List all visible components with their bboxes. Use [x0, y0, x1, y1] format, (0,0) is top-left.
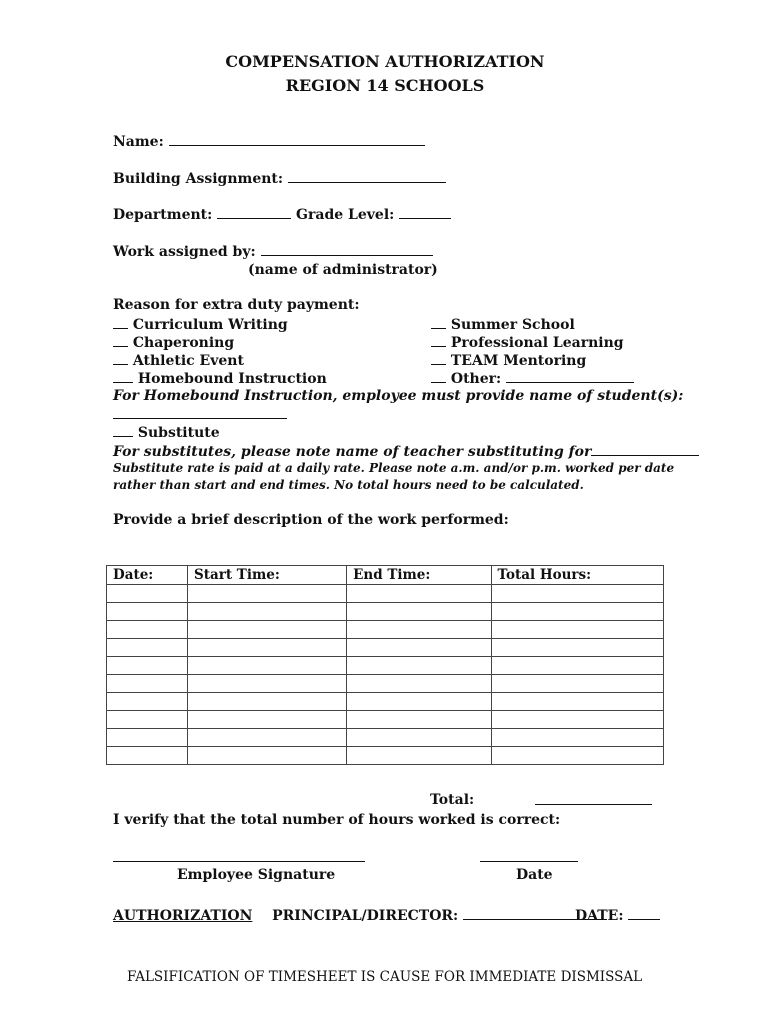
column-header-end-time: End Time: — [347, 566, 491, 585]
signature-date-label: Date — [516, 867, 553, 883]
authorization-date-row — [575, 907, 660, 924]
homebound-note: For Homebound Instruction, employee must provide name of student(s): — [113, 388, 684, 404]
name-field[interactable] — [169, 133, 425, 146]
falsification-warning: FALSIFICATION OF TIMESHEET IS CAUSE FOR IMMEDIATE DISMISSAL — [127, 969, 643, 985]
work-assigned-hint: (name of administrator) — [248, 262, 438, 278]
option-label: Summer School — [450, 317, 575, 333]
date-cell[interactable] — [107, 621, 188, 639]
student-name-row — [113, 406, 287, 423]
verify-text: I verify that the total number of hours worked is correct: — [113, 812, 561, 828]
form-title: COMPENSATION AUTHORIZATION — [225, 52, 545, 71]
date-cell[interactable] — [107, 675, 188, 693]
start-time-cell[interactable] — [188, 693, 347, 711]
option-team-mentoring[interactable] — [431, 352, 586, 369]
end-time-cell[interactable] — [347, 711, 491, 729]
total-hours-cell[interactable] — [491, 711, 663, 729]
option-label: Professional Learning — [450, 335, 624, 351]
form-subtitle: REGION 14 SCHOOLS — [285, 76, 485, 95]
total-hours-cell[interactable] — [491, 657, 663, 675]
work-assigned-label: Work assigned by: — [113, 244, 256, 260]
table-row — [107, 657, 664, 675]
column-header-total-hours: Total Hours: — [491, 566, 663, 585]
substitute-note-row — [113, 443, 699, 460]
building-row — [113, 170, 446, 187]
authorization-row — [113, 907, 607, 924]
end-time-cell[interactable] — [347, 657, 491, 675]
other-field[interactable] — [506, 370, 634, 383]
end-time-cell[interactable] — [347, 621, 491, 639]
option-label: TEAM Mentoring — [450, 353, 587, 369]
table-row — [107, 639, 664, 657]
check-blank[interactable] — [113, 370, 133, 383]
grade-label: Grade Level: — [296, 207, 395, 223]
option-label: Curriculum Writing — [132, 317, 288, 333]
name-label: Name: — [113, 134, 164, 150]
option-professional-learning[interactable] — [431, 334, 624, 351]
table-row — [107, 585, 664, 603]
end-time-cell[interactable] — [347, 585, 491, 603]
option-label: Other: — [450, 371, 502, 387]
total-label: Total: — [430, 792, 475, 808]
start-time-cell[interactable] — [188, 603, 347, 621]
start-time-cell[interactable] — [188, 639, 347, 657]
date-cell[interactable] — [107, 711, 188, 729]
start-time-cell[interactable] — [188, 711, 347, 729]
employee-signature-field[interactable] — [113, 849, 365, 862]
table-header-row — [107, 566, 664, 585]
total-hours-cell[interactable] — [491, 747, 663, 765]
signature-date-row — [480, 849, 578, 866]
name-row — [113, 133, 425, 150]
employee-signature-row — [113, 849, 365, 866]
end-time-cell[interactable] — [347, 693, 491, 711]
total-field[interactable] — [535, 792, 652, 805]
check-blank[interactable] — [113, 334, 128, 347]
department-label: Department: — [113, 207, 213, 223]
authorization-date-label: DATE: — [575, 908, 624, 924]
total-hours-cell[interactable] — [491, 729, 663, 747]
option-curriculum-writing[interactable] — [113, 316, 288, 333]
table-row — [107, 711, 664, 729]
building-field[interactable] — [288, 170, 446, 183]
building-label: Building Assignment: — [113, 171, 284, 187]
option-summer-school[interactable] — [431, 316, 575, 333]
date-cell[interactable] — [107, 603, 188, 621]
total-hours-cell[interactable] — [491, 621, 663, 639]
department-row — [113, 206, 451, 223]
date-cell[interactable] — [107, 747, 188, 765]
column-header-start-time: Start Time: — [188, 566, 347, 585]
grade-field[interactable] — [399, 206, 451, 219]
option-label: Substitute — [137, 425, 220, 441]
option-label: Athletic Event — [132, 353, 244, 369]
work-assigned-row — [113, 243, 433, 260]
table-row — [107, 621, 664, 639]
option-chaperoning[interactable] — [113, 334, 234, 351]
department-field[interactable] — [217, 206, 291, 219]
employee-signature-label: Employee Signature — [177, 867, 336, 883]
end-time-cell[interactable] — [347, 675, 491, 693]
option-homebound-instruction[interactable] — [113, 370, 327, 387]
total-hours-cell[interactable] — [491, 585, 663, 603]
work-assigned-field[interactable] — [261, 243, 433, 256]
student-name-field[interactable] — [113, 406, 287, 419]
date-cell[interactable] — [107, 729, 188, 747]
total-hours-cell[interactable] — [491, 639, 663, 657]
check-blank[interactable] — [431, 334, 446, 347]
substitute-note: For substitutes, please note name of teacher substituting for — [113, 444, 592, 460]
check-blank[interactable] — [113, 424, 133, 437]
reason-heading: Reason for extra duty payment: — [113, 297, 360, 313]
end-time-cell[interactable] — [347, 729, 491, 747]
check-blank[interactable] — [431, 316, 446, 329]
start-time-cell[interactable] — [188, 585, 347, 603]
start-time-cell[interactable] — [188, 729, 347, 747]
start-time-cell[interactable] — [188, 675, 347, 693]
check-blank[interactable] — [113, 352, 128, 365]
start-time-cell[interactable] — [188, 657, 347, 675]
date-cell[interactable] — [107, 639, 188, 657]
total-hours-cell[interactable] — [491, 675, 663, 693]
hours-table — [106, 565, 664, 765]
check-blank[interactable] — [431, 352, 446, 365]
total-hours-cell[interactable] — [491, 693, 663, 711]
date-cell[interactable] — [107, 657, 188, 675]
rate-note-line1: Substitute rate is paid at a daily rate. Please note a.m. and/or p.m. worked per date — [113, 461, 675, 475]
total-hours-cell[interactable] — [491, 603, 663, 621]
table-row — [107, 729, 664, 747]
principal-label: PRINCIPAL/DIRECTOR: — [272, 908, 459, 924]
option-label: Chaperoning — [132, 335, 235, 351]
authorization-label: AUTHORIZATION — [113, 908, 253, 924]
end-time-cell[interactable] — [347, 747, 491, 765]
option-label: Homebound Instruction — [137, 371, 327, 387]
rate-note-line2: rather than start and end times. No total hours need to be calculated. — [113, 478, 584, 492]
authorization-date-field[interactable] — [628, 907, 660, 920]
substitute-teacher-field[interactable] — [591, 443, 699, 456]
table-row — [107, 693, 664, 711]
column-header-date: Date: — [107, 566, 188, 585]
table-row — [107, 747, 664, 765]
total-row — [535, 792, 652, 809]
description-prompt: Provide a brief description of the work performed: — [113, 512, 509, 528]
start-time-cell[interactable] — [188, 747, 347, 765]
table-row — [107, 603, 664, 621]
start-time-cell[interactable] — [188, 621, 347, 639]
option-athletic-event[interactable] — [113, 352, 244, 369]
check-blank[interactable] — [431, 370, 446, 383]
date-cell[interactable] — [107, 693, 188, 711]
signature-date-field[interactable] — [480, 849, 578, 862]
option-other[interactable] — [431, 370, 634, 387]
date-cell[interactable] — [107, 585, 188, 603]
check-blank[interactable] — [113, 316, 128, 329]
end-time-cell[interactable] — [347, 603, 491, 621]
table-row — [107, 675, 664, 693]
end-time-cell[interactable] — [347, 639, 491, 657]
option-substitute[interactable] — [113, 424, 220, 441]
